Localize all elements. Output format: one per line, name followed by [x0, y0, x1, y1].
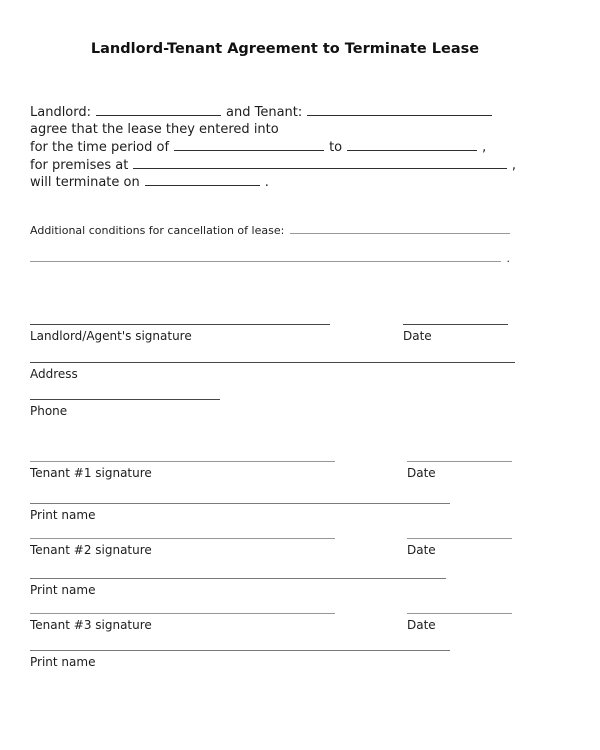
- tenant-name-field[interactable]: [307, 104, 492, 116]
- landlord-address-field[interactable]: [30, 362, 515, 363]
- tenant-3-signature-label: Tenant #3 signature: [30, 618, 152, 632]
- premises-field[interactable]: [133, 157, 507, 169]
- landlord-name-field[interactable]: [96, 104, 221, 116]
- tenant-2-date-field[interactable]: [407, 538, 512, 539]
- landlord-date-field[interactable]: [403, 324, 508, 325]
- tenant-3-date-label: Date: [407, 618, 436, 632]
- line-3-comma: ,: [482, 140, 487, 155]
- additional-conditions-label: Additional conditions for cancellation of lease:: [30, 224, 285, 237]
- tenant-1-print-name-label: Print name: [30, 508, 96, 522]
- line-4-comma: ,: [511, 157, 516, 173]
- additional-conditions-row-2: [30, 250, 510, 265]
- agreement-line-1: [30, 104, 516, 122]
- landlord-signature-label: Landlord/Agent's signature: [30, 329, 192, 343]
- tenant-3-signature-field[interactable]: [30, 613, 335, 614]
- landlord-date-label: Date: [403, 329, 432, 343]
- additional-conditions-period: .: [506, 252, 510, 265]
- terminate-on-label: will terminate on: [30, 175, 140, 190]
- tenant-2-signature-label: Tenant #2 signature: [30, 543, 152, 557]
- landlord-label: Landlord:: [30, 105, 92, 120]
- time-period-label: for the time period of: [30, 140, 170, 155]
- tenant-1-signature-label: Tenant #1 signature: [30, 466, 152, 480]
- period-from-field[interactable]: [174, 139, 324, 151]
- landlord-signature-field[interactable]: [30, 324, 330, 325]
- tenant-2-date-label: Date: [407, 543, 436, 557]
- to-label: to: [329, 140, 343, 155]
- line-5-period: .: [264, 175, 269, 190]
- tenant-2-print-name-field[interactable]: [30, 578, 446, 579]
- agreement-line-3: [30, 139, 516, 157]
- premises-label: for premises at: [30, 157, 129, 173]
- landlord-phone-field[interactable]: [30, 399, 220, 400]
- tenant-3-print-name-label: Print name: [30, 655, 96, 669]
- agreement-line-2: [30, 122, 516, 140]
- landlord-phone-label: Phone: [30, 404, 68, 418]
- tenant-2-signature-field[interactable]: [30, 538, 335, 539]
- agreement-line-2-text: agree that the lease they entered into: [30, 121, 279, 137]
- landlord-address-label: Address: [30, 367, 78, 381]
- period-to-field[interactable]: [347, 139, 477, 151]
- page-title: Landlord-Tenant Agreement to Terminate Lease: [90, 41, 480, 57]
- agreement-paragraph: [30, 104, 516, 192]
- tenant-1-print-name-field[interactable]: [30, 503, 450, 504]
- additional-conditions-field-line2[interactable]: [30, 250, 501, 262]
- tenant-3-print-name-field[interactable]: [30, 650, 450, 651]
- additional-conditions-row: [30, 222, 510, 237]
- terminate-date-field[interactable]: [145, 174, 260, 186]
- agreement-line-5: [30, 174, 516, 192]
- tenant-1-date-label: Date: [407, 466, 436, 480]
- tenant-1-signature-field[interactable]: [30, 461, 335, 462]
- tenant-2-print-name-label: Print name: [30, 583, 96, 597]
- agreement-line-4: [30, 157, 516, 175]
- tenant-3-date-field[interactable]: [407, 613, 512, 614]
- tenant-1-date-field[interactable]: [407, 461, 512, 462]
- and-tenant-label: and Tenant:: [226, 105, 303, 120]
- additional-conditions-field[interactable]: [290, 222, 510, 234]
